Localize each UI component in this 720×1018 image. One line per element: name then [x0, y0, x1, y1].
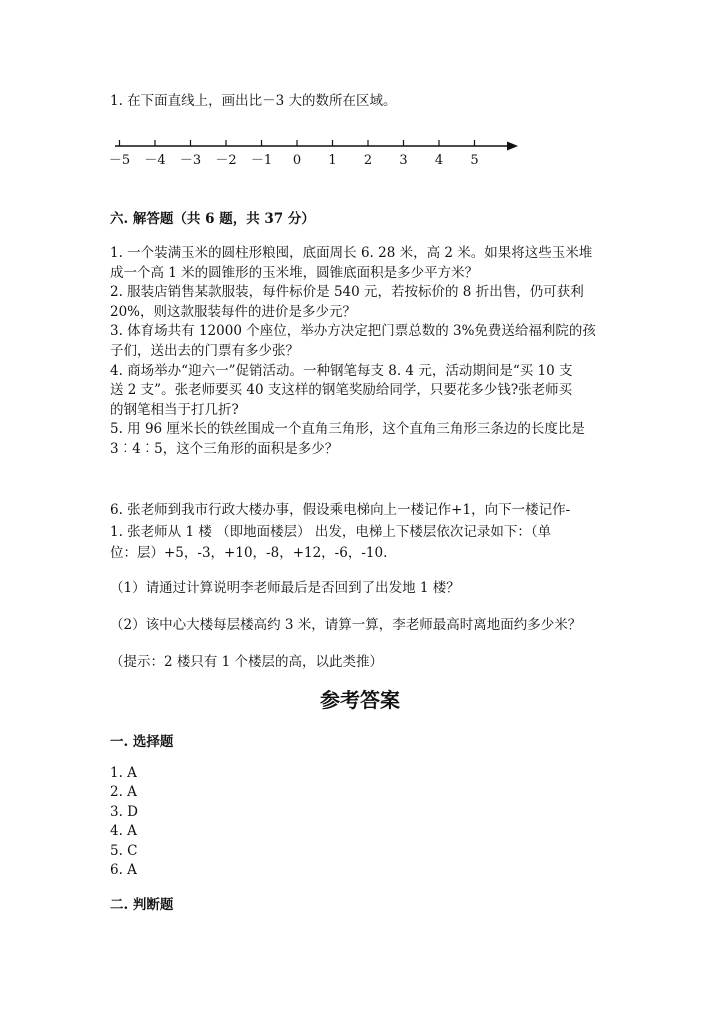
section-heading-6: 六. 解答题（共 6 题，共 37 分） — [110, 211, 315, 227]
number-line-arrow-icon — [507, 142, 518, 151]
problem-line: 20%，则这款服装每件的进价是多少元？ — [110, 303, 357, 320]
question-number-line: 1. 在下面直线上，画出比－3 大的数所在区域。 — [110, 93, 397, 109]
problem-line: 1. 一个装满玉米的圆柱形粮囤，底面周长 6. 28 米，高 2 米。如果将这些玉米堆 — [110, 245, 593, 261]
problem-line: 的钢笔相当于打几折? — [110, 401, 239, 418]
problem-line: 2. 服装店销售某款服装，每件标价是 540 元，若按标价的 8 折出售，仍可获利 — [110, 284, 584, 301]
number-line-tick-label: 5 — [470, 153, 479, 168]
answer-section-1: 一. 选择题 — [110, 734, 174, 750]
number-line-tick-label: －3 — [179, 153, 202, 168]
problem-6-sub2: （2）该中心大楼每层楼高约 3 米，请算一算，李老师最高时离地面约多少米？ — [110, 617, 582, 633]
number-line-tick-label: 3 — [399, 153, 408, 168]
problem-line: 子们，送出去的门票有多少张？ — [110, 343, 299, 359]
problem-6-hint: （提示：2 楼只有 1 个楼层的高，以此类推） — [110, 654, 384, 670]
number-line-tick-label: －2 — [215, 153, 237, 168]
problem-6-line: 6. 张老师到我市行政大楼办事，假设乘电梯向上一楼记作+1，向下一楼记作- — [110, 502, 571, 518]
problem-6-line: 1. 张老师从 1 楼 （即地面楼层） 出发，电梯上下楼层依次记录如下：（单 — [110, 523, 552, 540]
answer-item: 6. A — [110, 862, 137, 878]
number-line-tick-label: －1 — [250, 153, 273, 168]
problem-line: 3. 体育场共有 12000 个座位，举办方决定把门票总数的 3%免费送给福利院的孩 — [110, 323, 596, 340]
problem-6-sub1: （1）请通过计算说明李老师最后是否回到了出发地 1 楼？ — [110, 580, 460, 596]
problem-line: 5. 用 96 厘米长的铁丝围成一个直角三角形，这个直角三角形三条边的长度比是 — [110, 421, 585, 438]
answer-item: 1. A — [110, 765, 137, 781]
answer-item: 2. A — [110, 784, 137, 801]
answer-item: 5. C — [110, 842, 138, 859]
number-line-tick-label: 4 — [434, 153, 444, 168]
answer-title: 参考答案 — [320, 688, 400, 712]
problem-6-line: 位：层）+5，-3，+10，-8，+12，-6，-10. — [110, 545, 388, 561]
problem-line: 成一个高 1 米的圆锥形的玉米堆，圆锥底面积是多少平方米？ — [110, 264, 479, 281]
problem-line: 送 2 支”。张老师要买 40 支这样的钢笔奖励给同学，只要花多少钱?张老师买 — [110, 382, 573, 399]
number-line — [105, 130, 525, 175]
answer-item: 3. D — [110, 803, 138, 820]
problem-line: 3︰4︰5，这个三角形的面积是多少？ — [110, 441, 339, 457]
number-line-tick-label: 0 — [292, 153, 302, 168]
number-line-tick-label: 2 — [363, 153, 373, 168]
answer-item: 4. A — [110, 823, 137, 840]
number-line-tick-label: 1 — [328, 153, 337, 168]
number-line-tick-label: －5 — [108, 153, 131, 168]
problem-line: 4. 商场举办“迎六一”促销活动。一种钢笔每支 8. 4 元，活动期间是“买 10 支 — [110, 362, 573, 379]
number-line-tick-label: －4 — [144, 153, 166, 168]
answer-section-2: 二. 判断题 — [110, 897, 174, 913]
